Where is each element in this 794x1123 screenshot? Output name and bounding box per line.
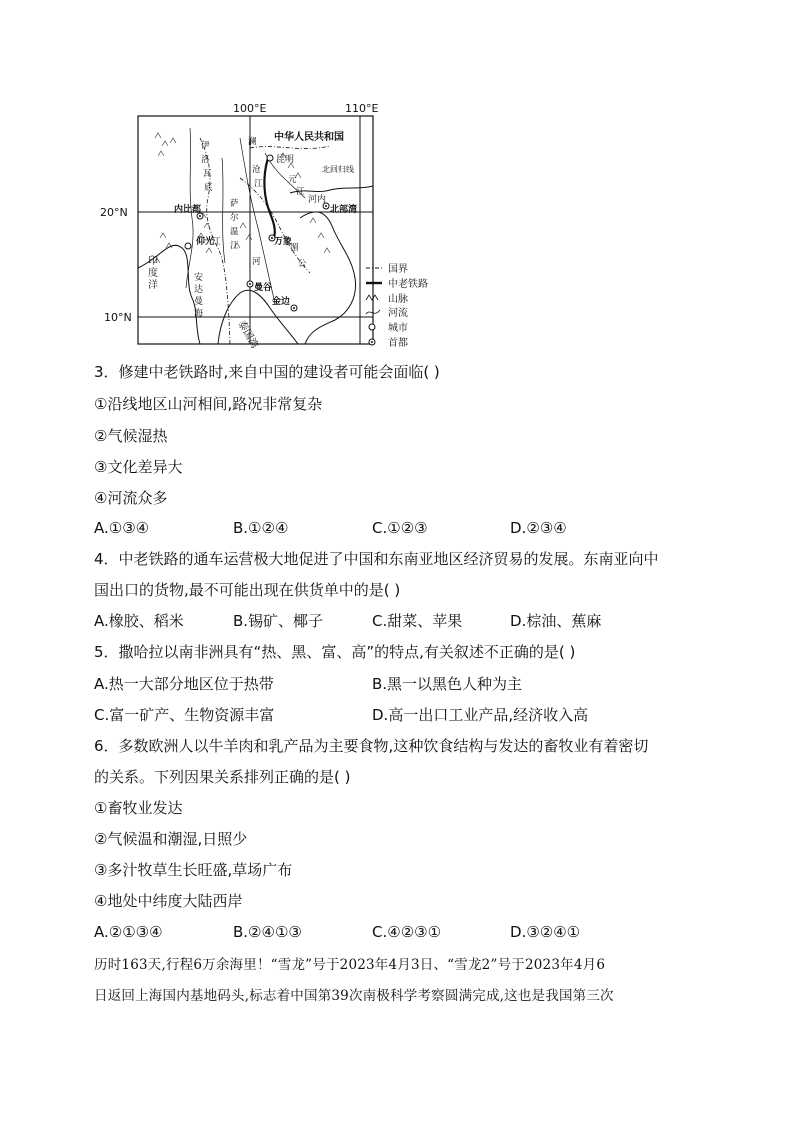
question-3-option-d[interactable]: D.②③④ [510, 519, 567, 537]
question-5-option-c[interactable]: C.富一矿产、生物资源丰富 [94, 706, 275, 724]
question-5-stem: 5．撒哈拉以南非洲具有“热、黑、富、高”的特点,有关叙述不正确的是( ) [94, 643, 576, 661]
label-phnompenh: 金边 [272, 297, 291, 307]
label-gulf-thailand: 泰国湾 [235, 319, 260, 351]
label-vientiane: 万象 [274, 237, 293, 247]
label-bangkok: 曼谷 [254, 283, 273, 293]
legend-city: 城市 [388, 323, 408, 334]
label-hanoi: 河内 [308, 195, 327, 205]
question-3-option-b[interactable]: B.①②④ [233, 519, 289, 537]
river-label: 沧 [252, 165, 261, 175]
river-label: 伊 [201, 141, 210, 151]
question-6-item-1: ①畜牧业发达 [94, 799, 183, 817]
lat-label-10: 10°N [104, 311, 132, 324]
river-label: 江 [254, 179, 263, 189]
label-andaman-2: 达 [194, 285, 204, 295]
question-4-option-a[interactable]: A.橡胶、稻米 [94, 612, 184, 630]
legend-railway: 中老铁路 [388, 279, 428, 290]
label-indian-ocean-3: 洋 [148, 280, 158, 291]
question-6-option-a[interactable]: A.②①③④ [94, 923, 163, 941]
lat-label-20: 20°N [100, 206, 128, 219]
question-4-stem-line2: 国出口的货物,最不可能出现在供货单中的是( ) [94, 581, 401, 599]
river-label: 江 [212, 237, 221, 247]
question-3-item-3: ③文化差异大 [94, 458, 183, 476]
question-4-stem: 4．中老铁路的通车运营极大地促进了中国和东南亚地区经济贸易的发展。东南亚向中 [94, 550, 659, 568]
river-label: 瓦 [203, 169, 212, 179]
question-3-stem: 3．修建中老铁路时,来自中国的建设者可能会面临( ) [94, 363, 440, 381]
question-6-stem-line2: 的关系。下列因果关系排列正确的是( ) [94, 768, 351, 786]
question-6-stem: 6．多数欧洲人以牛羊肉和乳产品为主要食物,这种饮食结构与发达的畜牧业有着密切 [94, 737, 649, 755]
label-indian-ocean-2: 度 [148, 268, 158, 279]
question-3-option-a[interactable]: A.①③④ [94, 519, 150, 537]
river-label: 湄 [290, 243, 299, 253]
legend-river: 河流 [388, 308, 408, 319]
label-andaman-4: 海 [194, 309, 204, 319]
question-5-option-d[interactable]: D.高一出口工业产品,经济收入高 [372, 706, 589, 724]
label-indian-ocean-1: 印 [148, 256, 158, 267]
legend-capital: 首都 [388, 338, 408, 349]
label-gulf-tonkin: 北部湾 [330, 205, 358, 215]
question-3-item-4: ④河流众多 [94, 489, 168, 507]
label-china: 中华人民共和国 [274, 132, 344, 143]
river-label: 江 [230, 241, 239, 251]
question-4-option-d[interactable]: D.棕油、蕉麻 [510, 612, 602, 630]
question-4-option-b[interactable]: B.锡矿、椰子 [233, 612, 324, 630]
map-legend [366, 263, 428, 349]
legend-mountain: 山脉 [388, 294, 408, 305]
question-3-item-1: ①沿线地区山河相间,路况非常复杂 [94, 395, 323, 413]
passage-line-1: 历时163天,行程6万余海里！“雪龙”号于2023年4月3日、“雪龙2”号于2023年4月6 [94, 957, 606, 973]
passage-line-2: 日返回上海国内基地码头,标志着中国第39次南极科学考察圆满完成,这也是我国第三次 [94, 988, 614, 1004]
question-5-option-b[interactable]: B.黑一以黑色人种为主 [372, 675, 523, 693]
label-yangon: 仰光 [196, 237, 215, 247]
question-6-item-3: ③多汁牧草生长旺盛,草场广布 [94, 861, 293, 879]
river-label: 澜 [248, 137, 257, 147]
map-figure [100, 98, 450, 353]
river-label: 公 [298, 259, 307, 269]
river-label: 江 [296, 187, 305, 197]
lon-label-110: 110°E [345, 102, 379, 115]
legend-border: 国界 [388, 264, 408, 275]
question-6-option-b[interactable]: B.②④①③ [233, 923, 302, 941]
southeast-asia-map [100, 98, 450, 353]
question-6-option-d[interactable]: D.③②④① [510, 923, 581, 941]
question-3-item-2: ②气候湿热 [94, 427, 168, 445]
question-6-option-c[interactable]: C.④②③① [372, 923, 442, 941]
label-kunming: 昆明 [276, 155, 295, 165]
question-6-item-4: ④地处中纬度大陆西岸 [94, 892, 243, 910]
question-6-item-2: ②气候温和潮湿,日照少 [94, 830, 248, 848]
lon-label-100: 100°E [233, 102, 267, 115]
label-andaman-1: 安 [194, 273, 204, 283]
question-3-option-c[interactable]: C.①②③ [372, 519, 428, 537]
river-label: 元 [288, 175, 297, 185]
question-5-option-a[interactable]: A.热一大部分地区位于热带 [94, 675, 274, 693]
label-naypyidaw: 内比都 [174, 205, 202, 215]
river-label: 萨 [230, 199, 239, 209]
river-label: 尔 [230, 213, 239, 223]
river-label: 河 [252, 257, 261, 267]
river-label: 底 [204, 183, 213, 193]
label-tropic: 北回归线 [322, 165, 354, 174]
river-label: 温 [230, 227, 239, 237]
question-4-option-c[interactable]: C.甜菜、苹果 [372, 612, 463, 630]
river-label: 洛 [201, 155, 210, 165]
label-andaman-3: 曼 [194, 297, 204, 307]
